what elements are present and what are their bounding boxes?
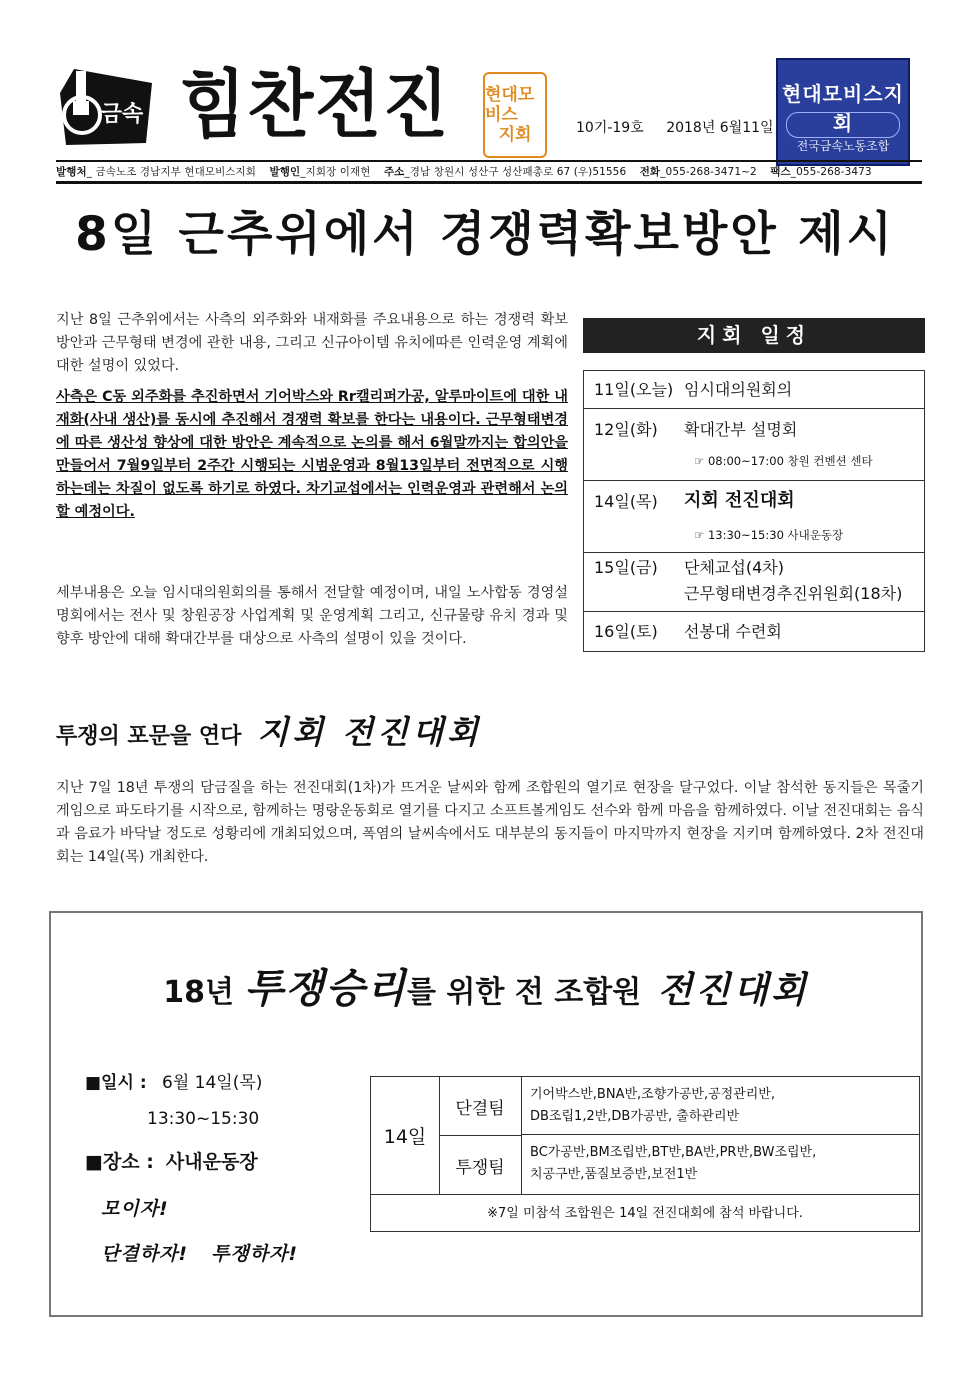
hyundai-mobis-branch-logo — [776, 58, 910, 166]
schedule-date: 16일(토) — [594, 622, 658, 641]
issuer-label: 발행인 — [269, 166, 301, 178]
schedule-row — [584, 371, 924, 409]
seal-line-1: 현대모비스 — [485, 85, 535, 125]
poster-date — [85, 1068, 262, 1093]
section-heading — [56, 712, 482, 757]
schedule-date: 12일(화) — [594, 420, 658, 439]
poster-date-label: ■일시 : — [85, 1073, 147, 1093]
poster-slogan: 투쟁하자! — [211, 1243, 299, 1265]
rally-report: 지난 7일 18년 투쟁의 담금질을 하는 전진대회(1차)가 뜨거운 날씨와 함께 조합원의 열기로 현장을 달구었다. 이날 참석한 동지들은 목줄기 게임으로 파도타기를 시작으로, 함께하는 명랑운동회로 열기를 다지고 소프트볼게임도 선수와 함께 마음을 함께하였다. 이날 전진대회는 음식과 음료가 바닥날 정도로 성황리에 개최되었으며, 폭염의 날씨속에서도 대부분의 동지들이 마지막까지 현장을 지키며 함께하였다. 2차 전진대회는 14일(목) 개최한다. — [56, 780, 924, 866]
fax-value: _055-268-3473 — [790, 166, 872, 178]
schedule-event: 선봉대 수련회 — [684, 622, 782, 641]
team-name: 투쟁팀 — [439, 1136, 522, 1194]
team-members — [522, 1077, 919, 1135]
schedule-row — [584, 481, 924, 553]
schedule-event: 확대간부 설명회 — [684, 420, 798, 439]
union-logo-band — [786, 112, 900, 138]
union-logo-top-text: 현대모비스지회 — [782, 82, 904, 135]
headline: 8일 근추위에서 경쟁력확보방안 제시 — [75, 207, 895, 262]
team-members-line: DB조립1,2반,DB가공반, 출하관리반 — [530, 1109, 740, 1124]
union-logo-bottom-text: 전국금속노동조합 — [796, 139, 890, 153]
schedule-sub: ☞ 13:30~15:30 사내운동장 — [694, 528, 844, 542]
poster-slogan: 단결하자! — [101, 1243, 189, 1265]
poster-time: 13:30~15:30 — [147, 1109, 260, 1129]
schedule-row — [584, 553, 924, 612]
poster-title-script: 투쟁승리 — [244, 966, 407, 1012]
fax-label: 팩스 — [770, 166, 791, 178]
phone-value: _055-268-3471~2 — [660, 166, 757, 178]
team-table-note: ※7일 미참석 조합원은 14일 전진대회에 참석 바랍니다. — [371, 1194, 919, 1232]
team-members-line: BC가공반,BM조립반,BT반,BA반,PR반,BW조립반, — [530, 1145, 817, 1160]
poster-slogan: 모이자! — [101, 1198, 169, 1220]
section-heading-text: 투쟁의 포문을 연다 — [56, 724, 242, 749]
schedule-date: 11일(오늘) — [594, 380, 674, 399]
poster-place — [85, 1147, 258, 1174]
address-label: 주소 — [383, 166, 405, 178]
poster-place-value: 사내운동장 — [165, 1151, 258, 1173]
issue-date: 2018년 6월11일 — [666, 120, 774, 136]
poster-date-value: 6월 14일(목) — [162, 1073, 263, 1093]
metal-union-logo — [56, 63, 160, 153]
schedule-date: 15일(금) — [594, 558, 658, 577]
section-heading-big: 지회 전진대회 — [257, 713, 482, 751]
newspaper-title: 힘찬전진 — [180, 62, 451, 148]
team-name: 단결팀 — [439, 1077, 522, 1136]
schedule-event: 임시대의원회의 — [684, 380, 793, 399]
rally-poster — [49, 911, 923, 1317]
schedule-row — [584, 612, 924, 651]
seal-line-2: 지회 — [498, 125, 532, 145]
publisher-line — [56, 164, 922, 179]
team-members-line: 치공구반,품질보증반,보전1반 — [530, 1167, 698, 1182]
masthead-rule-bottom — [56, 181, 922, 184]
team-members-line: 기어박스반,BNA반,조향가공반,공정관리반, — [530, 1087, 775, 1102]
address-value: _경남 창원시 성산구 성산패총로 67 (우)51556 — [404, 166, 627, 178]
poster-title-mid: 를 위한 전 조합원 — [406, 975, 642, 1010]
team-table — [370, 1076, 920, 1232]
publisher-label: 발행처 — [56, 166, 87, 178]
schedule-sub: 근무형태변경추진위원회(18차) — [684, 584, 903, 603]
poster-title-pre: 18년 — [163, 975, 234, 1010]
publisher-value: _ 금속노조 경남지부 현대모비스지회 — [86, 166, 257, 178]
branch-seal — [483, 72, 547, 158]
phone-label: 전화 — [639, 166, 661, 178]
poster-title — [51, 961, 921, 1021]
schedule-header: 지회 일정 — [583, 318, 925, 353]
schedule-sub: ☞ 08:00~17:00 창원 컨벤션 센타 — [694, 454, 873, 468]
poster-place-label: ■장소 : — [85, 1151, 154, 1173]
schedule-date: 14일(목) — [594, 492, 658, 511]
article-decision-text: 사측은 C동 외주화를 추진하면서 기어박스와 Rr캘리퍼가공, 알루마이트에 대한 내재화(사내 생산)를 동시에 추진해서 경쟁력 확보를 한다는 내용이다. 근무형태변경에 따른 생산성 향상에 대한 방안은 계속적으로 논의를 해서 6월말까지는 합의안을 만들어서 7월9일부터 2주간 시행되는 시범운영과 8월13일부터 전면적으로 시행하는데는 차질이 없도록 하기로 하였다. 차기교섭에서는 인력운영과 관련해서 논의할 예정이다. — [56, 389, 568, 521]
article-detail: 세부내용은 오늘 임시대의원회의를 통해서 전달할 예정이며, 내일 노사합동 경영설명회에서는 전사 및 창원공장 사업계획 및 운영계획 그리고, 신규물량 유치 경과 및 향후 방안에 대해 확대간부를 대상으로 사측의 설명이 있을 것이다. — [56, 585, 568, 648]
masthead-rule-top — [56, 160, 922, 162]
team-members — [522, 1136, 919, 1194]
schedule-row — [584, 409, 924, 481]
issuer-value: _지회장 이재현 — [300, 166, 371, 178]
svg-text:금속: 금속 — [100, 102, 144, 127]
schedule-table — [583, 370, 925, 652]
issue-info — [576, 117, 792, 137]
schedule-event: 지회 전진대회 — [684, 490, 795, 511]
schedule-event: 단체교섭(4차) — [684, 558, 784, 577]
article-decision — [56, 386, 568, 525]
poster-title-script2: 전진대회 — [657, 970, 809, 1011]
issue-number: 10기-19호 — [576, 120, 644, 136]
team-table-date: 14일 — [371, 1077, 440, 1194]
article-intro: 지난 8일 근추위에서는 사측의 외주화와 내재화를 주요내용으로 하는 경쟁력 확보 방안과 근무형태 변경에 관한 내용, 그리고 신규아이템 유치에따른 인력운영 계획에 대한 설명이 있었다. — [56, 312, 568, 375]
